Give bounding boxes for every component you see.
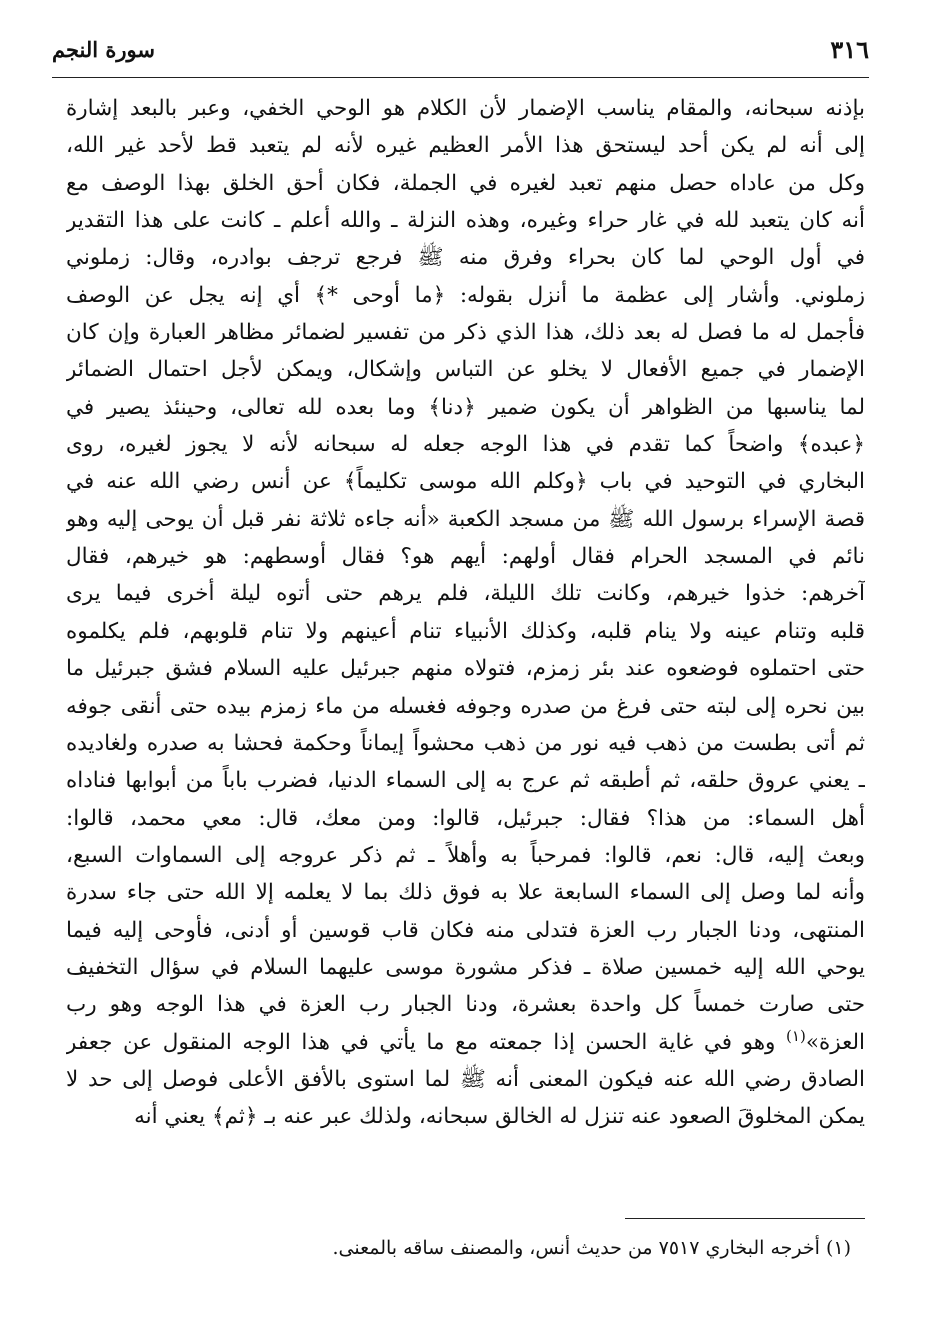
text-line: يوحي الله إليه خمسين صلاة ـ فذكر مشورة موسى عليهما السلام في سؤال التخفيف <box>66 954 865 980</box>
text-line-with-footnote <box>66 1024 865 1061</box>
footnote-text: أخرجه البخاري ٧٥١٧ من حديث أنس، والمصنف ساقه بالمعنى. <box>332 1237 820 1259</box>
text-line: آخرهم: خذوا خيرهم، وكانت تلك الليلة، فلم يرهم حتى أتوه ليلة أخرى فيما يرى <box>66 581 865 607</box>
footnote-marker: (١) <box>825 1237 851 1259</box>
text-line: بإذنه سبحانه، والمقام يناسب الإضمار لأن الكلام هو الوحي الخفي، وعبر بالبعد إشارة <box>66 96 865 121</box>
text-line: وكل من عاداه حصل منهم تعبد لغيره في الجملة، فكان أحق الخلق بهذا الوصف مع <box>66 170 865 196</box>
text-line: المنتهى، ودنا الجبار رب العزة فتدلى منه فكان قاب قوسين أو أدنى، فأوحى إليه فيما <box>66 917 865 943</box>
text-line: أهل السماء: من هذا؟ فقال: جبرئيل، قالوا: ومن معك، قال: معي محمد، قالوا: <box>66 805 865 831</box>
footnote-reference[interactable]: (١) <box>786 1026 806 1045</box>
main-text <box>66 90 865 1136</box>
text-line: حتى صارت خمساً كل واحدة بعشرة، ودنا الجبار رب العزة في هذا الوجه وهو رب <box>66 992 865 1018</box>
text-segment: العزة» <box>805 1029 865 1055</box>
text-line: الإضمار في جميع الأفعال لا يخلو عن التباس وإشكال، ويمكن لأجل احتمال الضمائر <box>66 357 865 383</box>
text-line: ثم أتى بطست من ذهب فيه نور من ذهب محشواً إيماناً وحكمة فحشا به صدره ولغاديده <box>66 730 865 756</box>
text-line: قلبه وتنام عينه ولا ينام قلبه، وكذلك الأنبياء تنام أعينهم ولا تنام قلوبهم، فلم يكلموه <box>66 618 865 644</box>
text-line: ـ يعني عروق حلقه، ثم أطبقه ثم عرج به إلى السماء الدنيا، فضرب باباً من أبوابها فناداه <box>66 768 865 794</box>
text-line: أنه كان يتعبد لله في غار حراء وغيره، وهذه النزلة ـ والله أعلم ـ كانت على هذا التقدير <box>66 208 865 234</box>
page-header <box>52 30 869 70</box>
text-line: زملوني. وأشار إلى عظمة ما أنزل بقوله: ﴿ما أوحى *﴾ أي إنه يجل عن الوصف <box>66 282 865 308</box>
text-line: وأنه لما وصل إلى السماء السابعة علا به فوق ذلك بما لا يعلمه إلا الله حتى جاء سدرة <box>66 880 865 906</box>
text-line: بين نحره إلى لبته حتى فرغ من صدره وجوفه فغسله من ماء زمزم بيده حتى أنقى جوفه <box>66 693 865 719</box>
footnote-divider <box>625 1218 865 1219</box>
text-line: لما يناسبها من الظواهر أن يكون ضمير ﴿دنا﴾ وما بعده لله تعالى، وحينئذ يصير في <box>66 394 865 420</box>
text-line: حتى احتملوه فوضعوه عند بئر زمزم، فتولاه منهم جبرئيل عليه السلام فشق جبرئيل ما <box>66 656 865 682</box>
footnote <box>66 1232 851 1264</box>
text-line: وبعث إليه، قال: نعم، قالوا: فمرحباً به وأهلاً ـ ثم ذكر عروجه إلى السماوات السبع، <box>66 842 865 868</box>
text-line: إلى أنه لم يكن أحد ليستحق هذا الأمر العظيم غيره لأنه لم يتعبد قط لأحد غير الله، <box>66 133 865 159</box>
text-line: البخاري في التوحيد في باب ﴿وكلم الله موسى تكليماً﴾ عن أنس رضي الله عنه في <box>66 469 865 495</box>
text-segment: وهو في غاية الحسن إذا جمعته مع ما يأتي في هذا الوجه المنقول عن جعفر <box>66 1029 776 1055</box>
text-line: يمكن المخلوقَ الصعود عنه تنزل له الخالق سبحانه، ولذلك عبر عنه بـ ﴿ثم﴾ يعني أنه <box>134 1104 865 1130</box>
header-divider <box>52 77 869 78</box>
surah-title: سورة النجم <box>52 37 156 62</box>
text-line: نائم في المسجد الحرام فقال أولهم: أيهم هو؟ فقال أوسطهم: هو خيرهم، فقال <box>66 544 865 570</box>
text-line: في أول الوحي لما كان بحراء وفرق منه ﷺ فرجع ترجف بوادره، وقال: زملوني <box>66 245 865 271</box>
text-line: الصادق رضي الله عنه فيكون المعنى أنه ﷺ لما استوى بالأفق الأعلى فوصل إلى حد لا <box>66 1066 865 1092</box>
text-line: فأجمل له ما فصل له بعد ذلك، هذا الذي ذكر من تفسير لضمائر مظاهر العبارة وإن كان <box>66 320 865 346</box>
page-number: ٣١٦ <box>830 35 869 64</box>
text-line: ﴿عبده﴾ واضحاً كما تقدم في هذا الوجه جعله له سبحانه لأنه لا يجوز لغيره، روى <box>66 432 865 458</box>
text-line: قصة الإسراء برسول الله ﷺ من مسجد الكعبة «أنه جاءه ثلاثة نفر قبل أن يوحى إليه وهو <box>66 506 865 532</box>
